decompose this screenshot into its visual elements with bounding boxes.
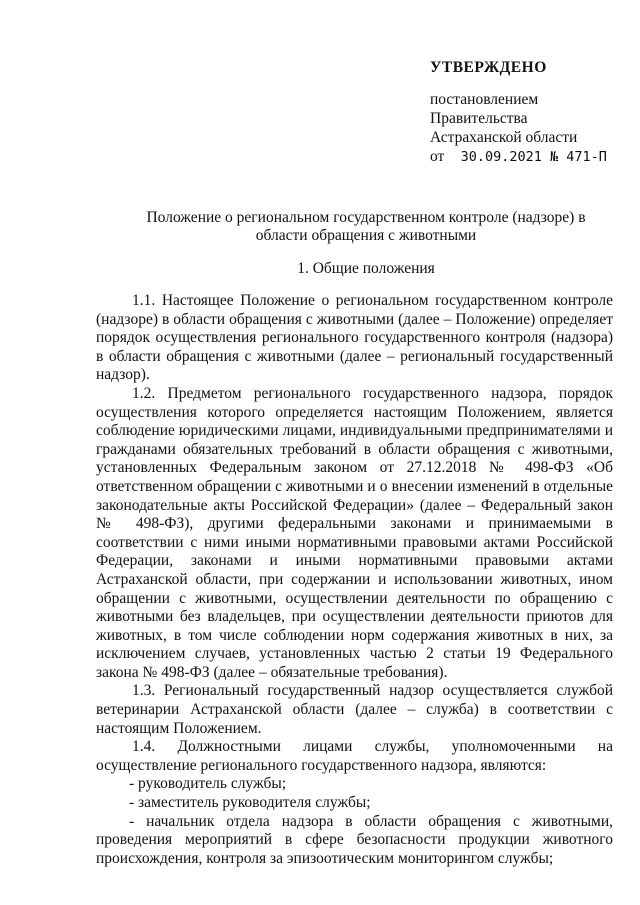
paragraph-1-2: 1.2. Предметом регионального государственного надзора, порядок осуществления которого определяется настоящим Положением, является соблюдение юридическими лицами, индивидуальными предпринимателями и гражданами обязательных требований в области обращения с животными, установленных Федеральным законом от 27.12.2018 № 498-ФЗ «Об ответственном обращении с животными и о внесении изменений в отдельные законодательные акты Российской Федерации» (далее – Федеральный закон № 498-ФЗ), другими федеральными законами и принимаемыми в соответствии с ними иными нормативными правовыми актами Российской Федерации, законами и иными нормативными правовыми актами Астраханской области, при содержании и использовании животных, ином обращении с животными, осуществлении деятельности по обращению с животными без владельцев, при осуществлении деятельности приютов для животных, в том числе соблюдении норм содержания животных в них, за исключением случаев, установленных частью 2 статьи 19 Федерального закона № 498-ФЗ (далее – обязательные требования). [96, 384, 613, 681]
list-item-department-chief: - начальник отдела надзора в области обращения с животными, проведения мероприятий в сфере безопасности продукции животного происхождения, контроля за эпизоотическим мониторингом службы; [96, 812, 613, 867]
approval-line-1: постановлением [430, 91, 539, 108]
approval-block [430, 58, 630, 167]
approval-date-value: 30.09.2021 № 471-П [460, 149, 607, 165]
approval-line-2: Правительства [430, 110, 528, 127]
document-title [96, 209, 636, 245]
list-item-head: - руководитель службы; [129, 775, 287, 793]
approval-heading: УТВЕРЖДЕНО [430, 59, 547, 76]
document-body [96, 292, 613, 868]
paragraph-1-3: 1.3. Региональный государственный надзор осуществляется службой ветеринарии Астраханской области (далее – служба) в соответствии с настоящим Положением. [96, 682, 613, 737]
approval-line-3: Астраханской области [430, 129, 578, 146]
document-title-line-1: Положение о региональном государственном контроле (надзоре) в [146, 209, 586, 226]
paragraph-1-1: 1.1. Настоящее Положение о региональном государственном контроле (надзоре) в области обращения с животными (далее – Положение) определяет порядок осуществления регионального государственного контроля (надзора) в области обращения с животными (далее – региональный государственный надзор). [96, 292, 613, 384]
document-title-line-2: области обращения с животными [255, 227, 477, 244]
paragraph-1-4: 1.4. Должностными лицами службы, уполномоченными на осуществление регионального государственного надзора, являются: [96, 738, 613, 774]
list-item-deputy: - заместитель руководителя службы; [129, 794, 371, 812]
approval-date-line [430, 147, 630, 167]
section-heading: 1. Общие положения [297, 260, 435, 277]
approval-date-prefix: от [430, 148, 445, 165]
